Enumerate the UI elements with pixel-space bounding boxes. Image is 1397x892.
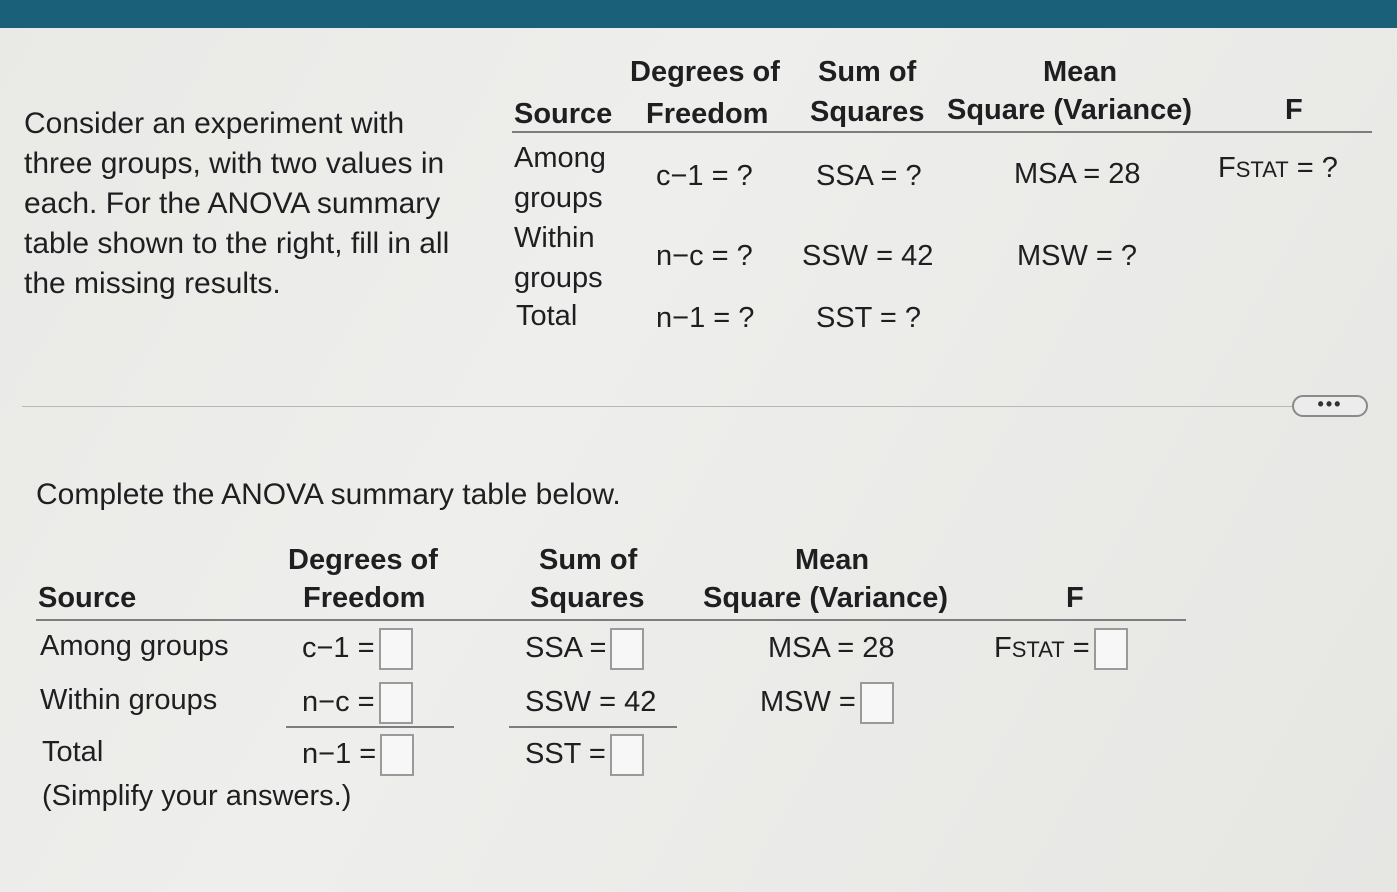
question-line: Consider an experiment with <box>24 107 405 140</box>
answer-within-ss: SSW = 42 <box>525 686 657 718</box>
answer-among-ss <box>525 624 644 672</box>
question-line: each. For the ANOVA summary <box>24 187 441 220</box>
answer-within-df <box>302 678 413 726</box>
given-total-label: Total <box>516 300 578 332</box>
given-header-source: Source <box>514 98 613 130</box>
given-within-df: n−c = ? <box>656 240 753 272</box>
within-ms-input[interactable] <box>860 682 894 724</box>
given-among-df: c−1 = ? <box>656 160 753 192</box>
given-among-f <box>1218 152 1338 185</box>
simplify-note: (Simplify your answers.) <box>42 780 352 812</box>
answer-header-source: Source <box>38 582 137 614</box>
df-formula: n−c = <box>302 686 375 718</box>
given-header-rule <box>512 131 1372 133</box>
df-formula: n−1 = <box>302 738 377 770</box>
given-header-degrees-1: Degrees of <box>630 56 780 88</box>
given-total-df: n−1 = ? <box>656 302 755 334</box>
top-banner <box>0 0 1397 28</box>
answer-header-f: F <box>1066 582 1084 614</box>
answer-header-degrees-2: Freedom <box>303 582 426 614</box>
answer-total-ss <box>525 730 644 778</box>
section-divider <box>22 406 1292 407</box>
question-text <box>24 104 449 304</box>
df-formula: c−1 = <box>302 632 375 664</box>
ms-formula: MSW = <box>760 686 856 718</box>
f-equals: = <box>1064 632 1090 664</box>
more-options-button[interactable]: ••• <box>1292 395 1368 417</box>
answer-header-degrees-1: Degrees of <box>288 544 438 576</box>
answer-among-df <box>302 624 413 672</box>
answer-total-df <box>302 730 414 778</box>
f-symbol: F <box>994 632 1012 664</box>
ss-formula: SST = <box>525 738 606 770</box>
given-among-ms: MSA = 28 <box>1014 158 1141 190</box>
given-header-sum-2: Squares <box>810 96 925 128</box>
given-within-label-1: Within <box>514 222 595 254</box>
given-header-mean-1: Mean <box>1043 56 1118 88</box>
given-within-label-2: groups <box>514 262 603 294</box>
given-among-label-1: Among <box>514 142 606 174</box>
instruction-text: Complete the ANOVA summary table below. <box>36 478 621 511</box>
f-subscript: STAT <box>1235 157 1289 182</box>
given-within-ss: SSW = 42 <box>802 240 934 272</box>
answer-header-rule <box>36 619 1186 621</box>
answer-within-label: Within groups <box>40 684 218 716</box>
answer-among-ms: MSA = 28 <box>768 632 895 664</box>
answer-header-mean-1: Mean <box>795 544 870 576</box>
within-df-input[interactable] <box>379 682 413 724</box>
ss-formula: SSA = <box>525 632 607 664</box>
answer-header-sum-1: Sum of <box>539 544 638 576</box>
given-header-sum-1: Sum of <box>818 56 917 88</box>
df-sum-rule <box>286 726 454 728</box>
total-ss-input[interactable] <box>610 734 644 776</box>
given-header-f: F <box>1285 94 1303 126</box>
given-header-degrees-2: Freedom <box>646 98 769 130</box>
answer-total-label: Total <box>42 736 104 768</box>
given-among-label-2: groups <box>514 182 603 214</box>
given-among-ss: SSA = ? <box>816 160 922 192</box>
answer-header-mean-2: Square (Variance) <box>703 582 948 614</box>
answer-among-f <box>994 624 1128 674</box>
answer-within-ms <box>760 678 894 726</box>
ss-sum-rule <box>509 726 677 728</box>
among-df-input[interactable] <box>379 628 413 670</box>
among-ss-input[interactable] <box>610 628 644 670</box>
f-stat-input[interactable] <box>1094 628 1128 670</box>
f-subscript: STAT <box>1011 637 1065 662</box>
f-value: = ? <box>1288 152 1338 184</box>
question-line: three groups, with two values in <box>24 147 445 180</box>
given-total-ss: SST = ? <box>816 302 922 334</box>
answer-header-sum-2: Squares <box>530 582 645 614</box>
given-within-ms: MSW = ? <box>1017 240 1138 272</box>
question-line: table shown to the right, fill in all <box>24 227 450 260</box>
total-df-input[interactable] <box>380 734 414 776</box>
given-header-mean-2: Square (Variance) <box>947 94 1192 126</box>
f-symbol: F <box>1218 152 1236 184</box>
answer-among-label: Among groups <box>40 630 229 662</box>
question-line: the missing results. <box>24 267 281 300</box>
